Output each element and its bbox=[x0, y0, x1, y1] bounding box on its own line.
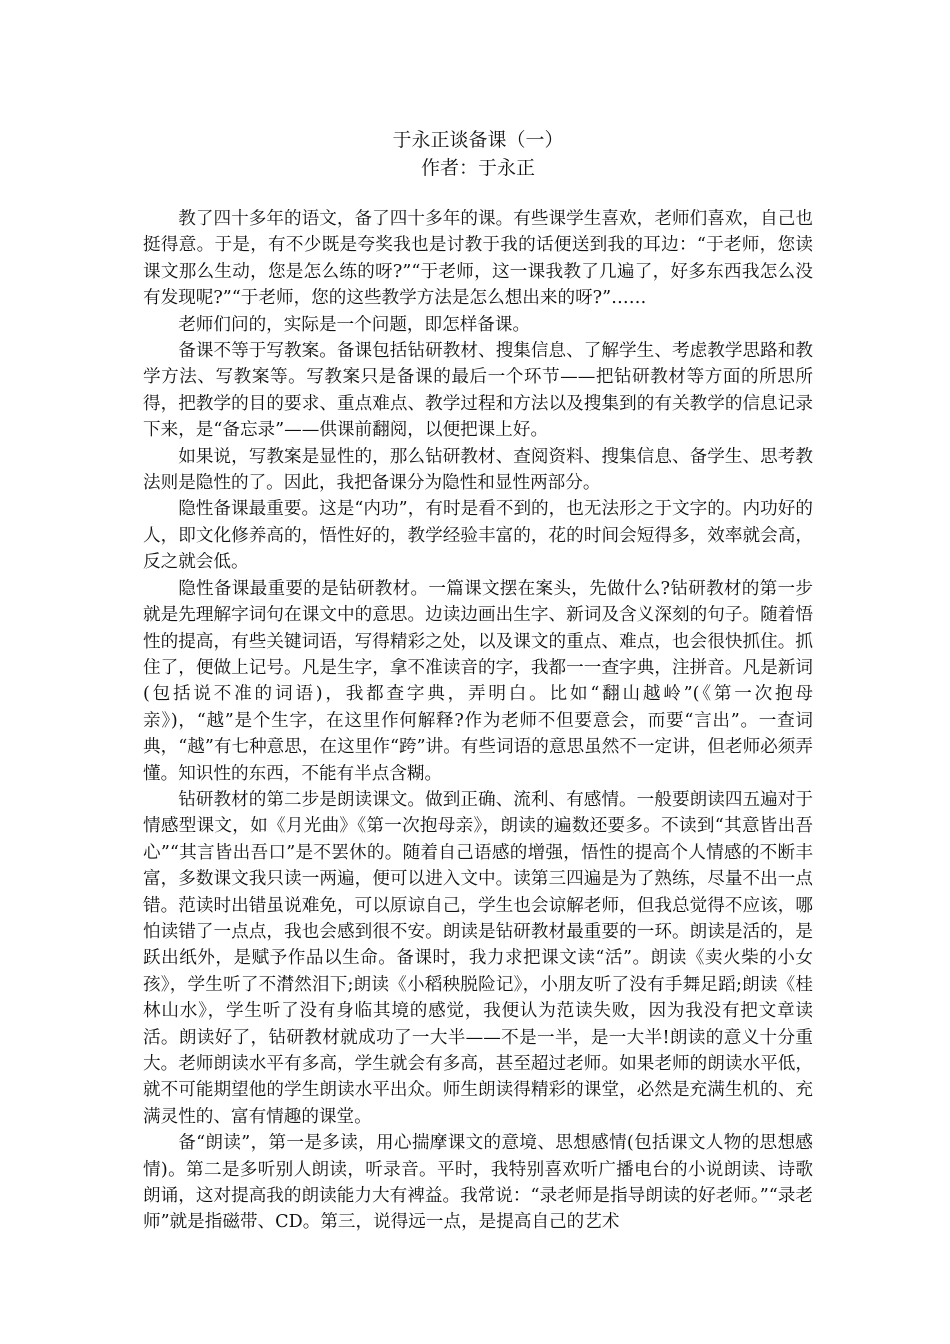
document-page bbox=[143, 126, 813, 1236]
document-author: 作者：于永正 bbox=[420, 157, 535, 179]
paragraph: 如果说，写教案是显性的，那么钻研教材、查阅资料、搜集信息、备学生、思考教法则是隐性的了。因此，我把备课分为隐性和显性两部分。 bbox=[143, 446, 813, 494]
paragraph: 隐性备课最重要的是钻研教材。一篇课文摆在案头，先做什么?钻研教材的第一步就是先理解字词句在课文中的意思。边读边画出生字、新词及含义深刻的句子。随着悟性的提高，有些关键词语，写得精彩之处，以及课文的重点、难点，也会很快抓住。抓住了，便做上记号。凡是生字，拿不准读音的字，我都一一查字典，注拼音。凡是新词(包括说不准的词语)，我都查字典，弄明白。比如“翻山越岭”(《第一次抱母亲》)，“越”是个生字，在这里作何解释?作为老师不但要意会，而要“言出”。一查词典，“越”有七种意思，在这里作“跨”讲。有些词语的意思虽然不一定讲，但老师必须弄懂。知识性的东西，不能有半点含糊。 bbox=[143, 578, 813, 784]
document-title: 于永正谈备课（一） bbox=[392, 129, 564, 151]
paragraph: 钻研教材的第二步是朗读课文。做到正确、流利、有感情。一般要朗读四五遍对于情感型课文，如《月光曲》《第一次抱母亲》，朗读的遍数还要多。不读到“其意皆出吾心”“其言皆出吾口”是不罢休的。随着自己语感的增强，悟性的提高个人情感的不断丰富，多数课文我只读一两遍，便可以进入文中。读第三四遍是为了熟练，尽量不出一点错。范读时出错虽说难免，可以原谅自己，学生也会谅解老师，但我总觉得不应该，哪怕读错了一点点，我也会感到很不安。朗读是钻研教材最重要的一环。朗读是活的，是跃出纸外，是赋予作品以生命。备课时，我力求把课文读“活”。朗读《卖火柴的小女孩》，学生听了不潸然泪下;朗读《小稻秧脱险记》，小朋友听了没有手舞足蹈;朗读《桂林山水》，学生听了没有身临其境的感觉，我便认为范读失败，因为我没有把文章读活。朗读好了，钻研教材就成功了一大半——不是一半，是一大半!朗读的意义十分重大。老师朗读水平有多高，学生就会有多高，甚至超过老师。如果老师的朗读水平低，就不可能期望他的学生朗读水平出众。师生朗读得精彩的课堂，必然是充满生机的、充满灵性的、富有情趣的课堂。 bbox=[143, 789, 813, 1127]
paragraph: 隐性备课最重要。这是“内功”，有时是看不到的，也无法形之于文字的。内功好的人，即文化修养高的，悟性好的，教学经验丰富的，花的时间会短得多，效率就会高，反之就会低。 bbox=[143, 499, 813, 573]
paragraph: 老师们问的，实际是一个问题，即怎样备课。 bbox=[178, 314, 531, 335]
paragraph: 教了四十多年的语文，备了四十多年的课。有些课学生喜欢，老师们喜欢，自己也挺得意。于是，有不少既是夸奖我也是讨教于我的话便送到我的耳边：“于老师，您读课文那么生动，您是怎么练的呀?”“于老师，这一课我教了几遍了，好多东西我怎么没有发现呢?”“于老师，您的这些教学方法是怎么想出来的呀?”…… bbox=[143, 209, 813, 309]
title-block bbox=[143, 126, 813, 182]
document-body bbox=[143, 206, 813, 1236]
paragraph: 备“朗读”，第一是多读，用心揣摩课文的意境、思想感情(包括课文人物的思想感情)。第二是多听别人朗读，听录音。平时，我特别喜欢听广播电台的小说朗读、诗歌朗诵，这对提高我的朗读能力大有裨益。我常说：“录老师是指导朗读的好老师。”“录老师”就是指磁带、CD。第三，说得远一点，是提高自己的艺术 bbox=[143, 1133, 813, 1233]
paragraph: 备课不等于写教案。备课包括钻研教材、搜集信息、了解学生、考虑教学思路和教学方法、写教案等。写教案只是备课的最后一个环节——把钻研教材等方面的所思所得，把教学的目的要求、重点难点、教学过程和方法以及搜集到的有关教学的信息记录下来，是“备忘录”——供课前翻阅，以便把课上好。 bbox=[143, 341, 813, 441]
